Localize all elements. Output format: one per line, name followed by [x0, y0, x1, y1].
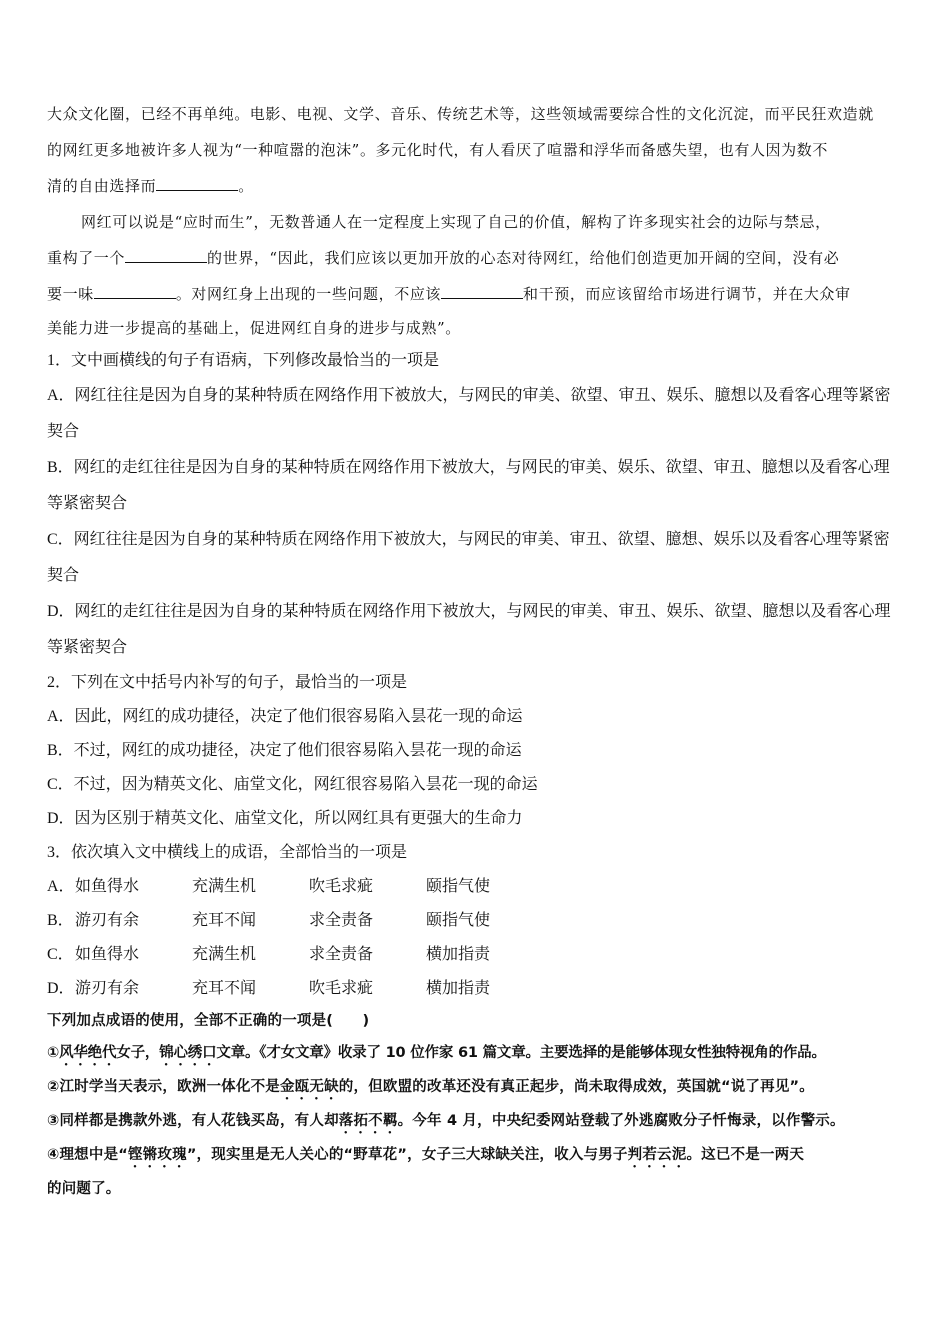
- question-stem: 1．文中画横线的句子有语病，下列修改最恰当的一项是: [47, 352, 440, 369]
- question-stem: 下列加点成语的使用，全部不正确的一项是( ): [47, 1013, 370, 1029]
- passage-line: 重构了一个 的世界，“因此，我们应该以更加开放的心态对待网红，给他们创造更加开阔的空间，没有必: [47, 249, 840, 267]
- option-d[interactable]: D．因为区别于精英文化、庙堂文化，所以网红具有更强大的生命力: [47, 810, 523, 827]
- option-a[interactable]: A．因此，网红的成功捷径，决定了他们很容易陷入昙花一现的命运: [47, 708, 523, 725]
- statement-4: ④理想中是“铿锵玫瑰”，现实里是无人关心的“野草花”，女子三大球缺关注，收入与男子判若云泥。这已不是一两天: [47, 1147, 805, 1163]
- option-c[interactable]: C．网红往往是因为自身的某种特质在网络作用下被放大，与网民的审美、审丑、欲望、臆想、娱乐以及看客心理等紧密: [47, 531, 890, 548]
- question-4: [47, 1006, 907, 1206]
- fill-blank: [156, 176, 238, 191]
- question-3: [47, 836, 907, 1006]
- statement-4-cont: 的问题了。: [47, 1181, 121, 1197]
- option-b[interactable]: B． 游刃有余 充耳不闻 求全责备 颐指气使: [47, 912, 491, 929]
- question-1: [47, 344, 907, 666]
- passage-line: 大众文化圈，已经不再单纯。电影、电视、文学、音乐、传统艺术等，这些领域需要综合性的文化沉淀，而平民狂欢造就: [47, 105, 874, 123]
- option-d[interactable]: D．网红的走红往往是因为自身的某种特质在网络作用下被放大，与网民的审美、审丑、娱乐、欲望、臆想以及看客心理: [47, 603, 891, 620]
- passage-line: 要一味 。对网红身上出现的一些问题，不应该 和干预，而应该留给市场进行调节，并在大众审: [47, 285, 851, 303]
- statement-3: ③同样都是携款外逃，有人花钱买岛，有人却落拓不羁。今年 4 月，中央纪委网站登载了外逃腐败分子忏悔录，以作警示。: [47, 1113, 845, 1129]
- passage-line: 美能力进一步提高的基础上，促进网红自身的进步与成熟”。: [47, 319, 461, 337]
- question-stem: 3．依次填入文中横线上的成语，全部恰当的一项是: [47, 844, 408, 861]
- question-stem: 2．下列在文中括号内补写的句子，最恰当的一项是: [47, 674, 408, 691]
- document-page: [47, 96, 907, 1206]
- reading-passage: [47, 96, 907, 344]
- question-2: [47, 666, 907, 836]
- statement-2: ②江时学当天表示，欧洲一体化不是金瓯无缺的，但欧盟的改革还没有真正起步，尚未取得成效，英国就“说了再见”。: [47, 1079, 814, 1095]
- option-b[interactable]: B．不过，网红的成功捷径，决定了他们很容易陷入昙花一现的命运: [47, 742, 522, 759]
- option-a-cont: 契合: [47, 423, 80, 440]
- option-a[interactable]: A． 如鱼得水 充满生机 吹毛求疵 颐指气使: [47, 878, 491, 895]
- statement-1: ①风华绝代女子，锦心绣口文章。《才女文章》收录了 10 位作家 61 篇文章。主要选择的是能够体现女性独特视角的作品。: [47, 1045, 826, 1061]
- option-b[interactable]: B．网红的走红往往是因为自身的某种特质在网络作用下被放大，与网民的审美、娱乐、欲望、审丑、臆想以及看客心理: [47, 459, 890, 476]
- option-d-cont: 等紧密契合: [47, 639, 128, 656]
- fill-blank: [125, 248, 207, 263]
- passage-line: 的网红更多地被许多人视为“一种喧嚣的泡沫”。多元化时代，有人看厌了喧嚣和浮华而备感失望，也有人因为数不: [47, 141, 828, 159]
- passage-line: 网红可以说是“应时而生”，无数普通人在一定程度上实现了自己的价值，解构了许多现实社会的边际与禁忌，: [81, 213, 831, 231]
- fill-blank: [441, 284, 523, 299]
- passage-line: 清的自由选择而 。: [47, 177, 254, 195]
- option-c[interactable]: C．不过，因为精英文化、庙堂文化，网红很容易陷入昙花一现的命运: [47, 776, 538, 793]
- option-c[interactable]: C． 如鱼得水 充满生机 求全责备 横加指责: [47, 946, 491, 963]
- option-a[interactable]: A．网红往往是因为自身的某种特质在网络作用下被放大，与网民的审美、欲望、审丑、娱乐、臆想以及看客心理等紧密: [47, 387, 891, 404]
- option-d[interactable]: D． 游刃有余 充耳不闻 吹毛求疵 横加指责: [47, 980, 491, 997]
- option-b-cont: 等紧密契合: [47, 495, 128, 512]
- option-c-cont: 契合: [47, 567, 80, 584]
- fill-blank: [94, 284, 176, 299]
